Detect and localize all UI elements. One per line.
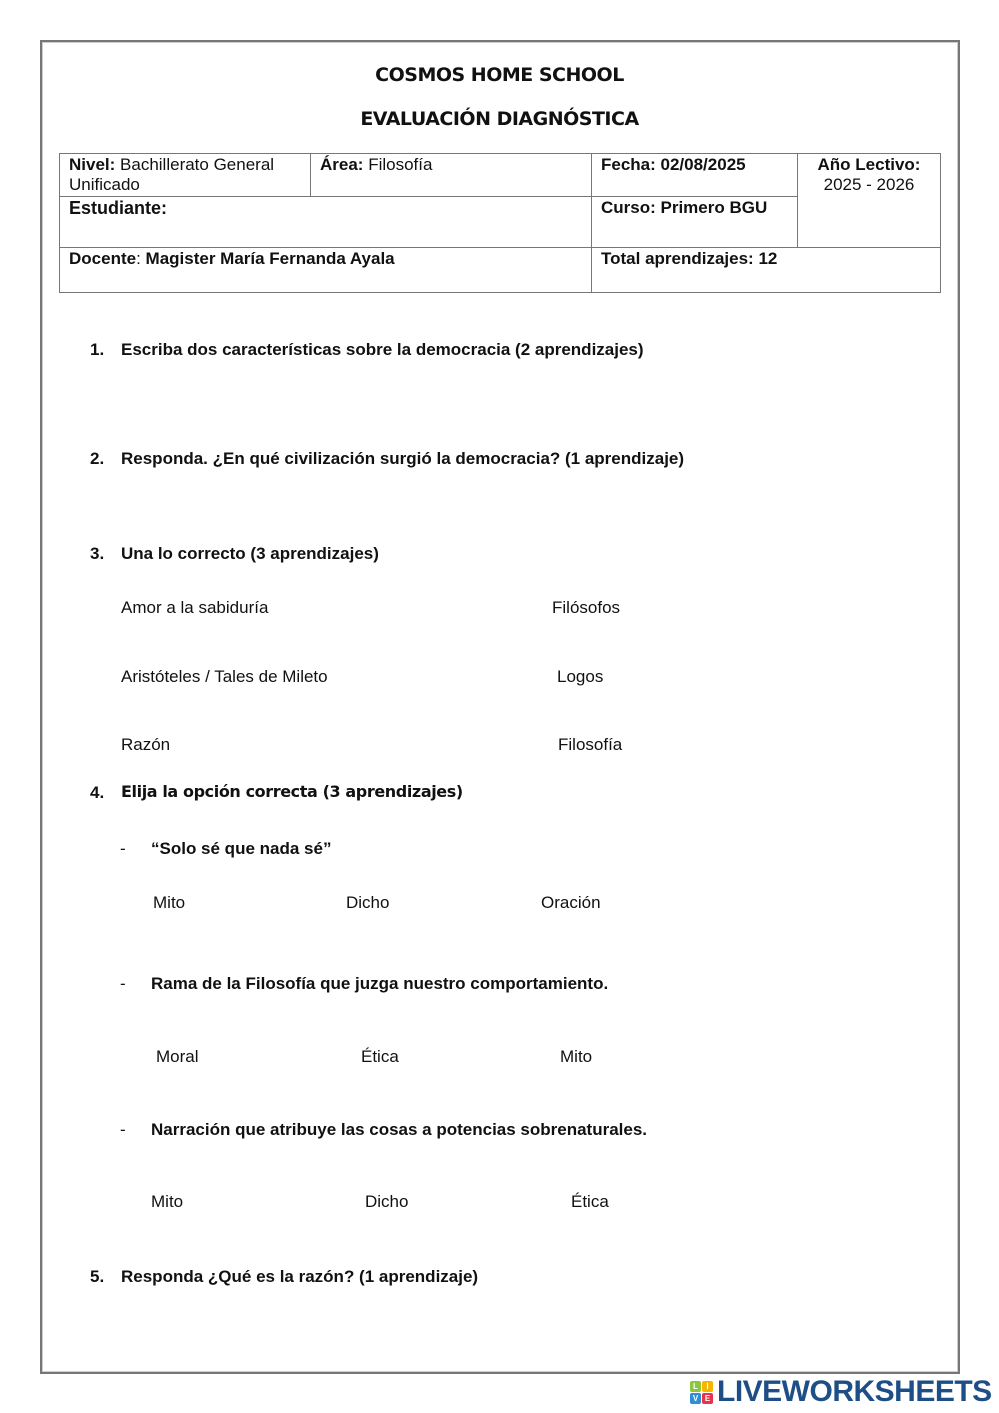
match-left-item[interactable]: Razón [121, 735, 171, 754]
info-table [59, 153, 941, 293]
question-number: 5. [90, 1267, 105, 1286]
anio-cell [798, 154, 941, 248]
page-title: EVALUACIÓN DIAGNÓSTICA [360, 108, 639, 130]
question-number: 4. [90, 783, 105, 802]
choice-prompt: “Solo sé que nada sé” [151, 839, 332, 858]
choice-option[interactable]: Mito [560, 1047, 593, 1066]
total-cell: Total aprendizajes: 12 [592, 248, 941, 293]
choice-option[interactable]: Ética [571, 1192, 609, 1211]
choice-option[interactable]: Dicho [346, 893, 390, 912]
area-value: Filosofía [368, 155, 433, 174]
dash: - [120, 839, 126, 858]
match-left-item[interactable]: Amor a la sabiduría [121, 598, 269, 617]
logo-letter: E [702, 1393, 713, 1404]
area-label: Área: [320, 155, 364, 174]
match-left-item[interactable]: Aristóteles / Tales de Mileto [121, 667, 328, 686]
logo-text: LIVEWORKSHEETS [717, 1375, 992, 1408]
question-3: Una lo correcto (3 aprendizajes) [121, 544, 379, 563]
logo-squares-icon [690, 1381, 713, 1404]
liveworksheets-logo [690, 1375, 992, 1409]
area-cell [311, 154, 592, 197]
match-right-item[interactable]: Filosofía [558, 735, 623, 754]
choice-option[interactable]: Ética [361, 1047, 399, 1066]
choice-option[interactable]: Mito [151, 1192, 184, 1211]
curso-cell: Curso: Primero BGU [592, 197, 798, 248]
match-right-item[interactable]: Filósofos [552, 598, 621, 617]
choice-option[interactable]: Dicho [365, 1192, 409, 1211]
logo-letter: I [702, 1381, 713, 1392]
anio-value: 2025 - 2026 [823, 175, 915, 194]
docente-cell: Docente: Magister María Fernanda Ayala [60, 248, 592, 293]
anio-label: Año Lectivo: [817, 155, 921, 174]
choice-option[interactable]: Oración [541, 893, 601, 912]
docente-label: Docente [69, 249, 137, 268]
question-number: 1. [90, 340, 105, 359]
school-name: COSMOS HOME SCHOOL [375, 64, 624, 86]
choice-option[interactable]: Moral [156, 1047, 199, 1066]
choice-option[interactable]: Mito [153, 893, 186, 912]
docente-value: Magister María Fernanda Ayala [145, 249, 395, 268]
question-number: 3. [90, 544, 105, 563]
question-5: Responda ¿Qué es la razón? (1 aprendizaje) [121, 1267, 479, 1286]
question-number: 2. [90, 449, 105, 468]
logo-letter: V [690, 1393, 701, 1404]
choice-prompt: Rama de la Filosofía que juzga nuestro comportamiento. [151, 974, 609, 993]
question-4: Elija la opción correcta (3 aprendizajes) [121, 782, 463, 801]
nivel-label: Nivel: [69, 155, 116, 174]
nivel-value: Bachillerato General Unificado [69, 155, 275, 194]
choice-prompt: Narración que atribuye las cosas a potencias sobrenaturales. [151, 1120, 648, 1139]
match-right-item[interactable]: Logos [557, 667, 604, 686]
nivel-cell [60, 154, 311, 197]
question-1: Escriba dos características sobre la democracia (2 aprendizajes) [121, 340, 644, 359]
question-2: Responda. ¿En qué civilización surgió la democracia? (1 aprendizaje) [121, 449, 685, 468]
fecha-cell: Fecha: 02/08/2025 [592, 154, 798, 197]
dash: - [120, 974, 126, 993]
estudiante-cell: Estudiante: [60, 197, 592, 248]
logo-letter: L [690, 1381, 701, 1392]
dash: - [120, 1120, 126, 1139]
